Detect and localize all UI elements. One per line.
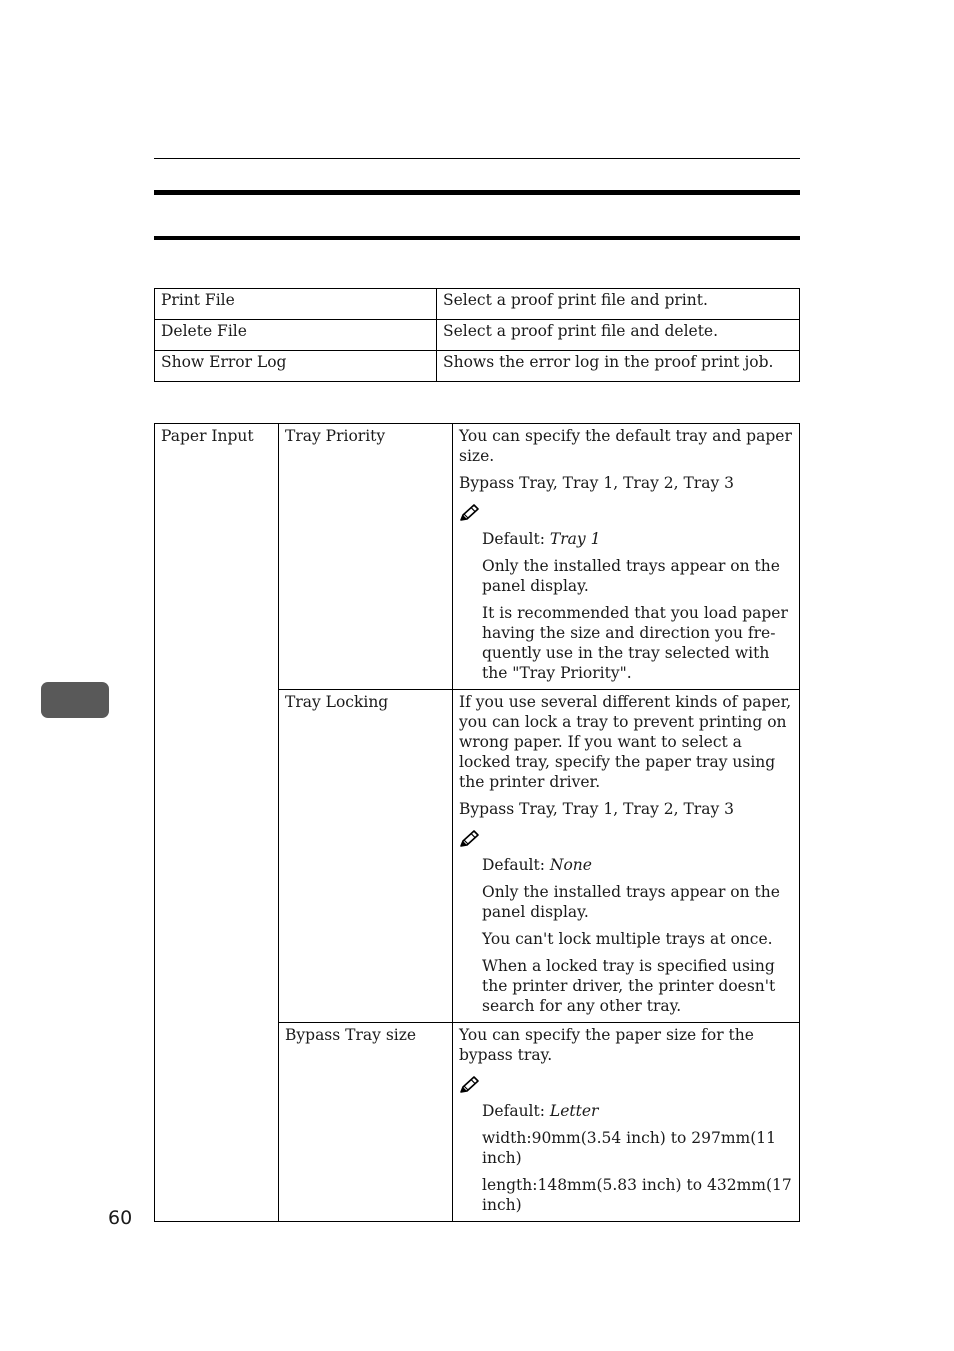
default-label: Default: <box>482 530 550 548</box>
menu-item-description <box>453 690 800 1023</box>
note-text: It is recommended that you load paper having the size and direction you fre-quently use in the tray selected with the "Tray Priority". <box>482 604 788 682</box>
default-label: Default: <box>482 1102 550 1120</box>
header-rule-thick-top <box>154 190 800 195</box>
pencil-note-icon <box>459 1075 793 1097</box>
default-value: Letter <box>549 1102 599 1120</box>
chapter-side-tab <box>41 682 109 718</box>
note-block <box>459 855 793 1016</box>
description-text: You can specify the paper size for the bypass tray. <box>459 1026 754 1064</box>
page-number: 60 <box>108 1207 133 1229</box>
header-rule-thin <box>154 158 800 159</box>
note-text: You can't lock multiple trays at once. <box>482 930 773 948</box>
pencil-note-icon <box>459 503 793 525</box>
table-row <box>155 351 800 382</box>
category-cell: Paper Input <box>155 424 279 1222</box>
note-block <box>459 529 793 683</box>
default-value: Tray 1 <box>549 530 601 548</box>
table-row <box>155 289 800 320</box>
options-text: Bypass Tray, Tray 1, Tray 2, Tray 3 <box>459 474 734 492</box>
proof-item: Show Error Log <box>155 351 437 382</box>
proof-description: Select a proof print file and print. <box>437 289 800 320</box>
table-row <box>155 424 800 690</box>
menu-item-description <box>453 424 800 690</box>
default-setting <box>482 1101 793 1121</box>
note-text: length:148mm(5.83 inch) to 432mm(17 inch) <box>482 1176 792 1214</box>
note-text: Only the installed trays appear on the panel display. <box>482 883 780 921</box>
note-block <box>459 1101 793 1215</box>
options-text: Bypass Tray, Tray 1, Tray 2, Tray 3 <box>459 800 734 818</box>
proof-item: Print File <box>155 289 437 320</box>
header-rule-thick-bottom <box>154 236 800 240</box>
description-text: You can specify the default tray and paper size. <box>459 427 792 465</box>
paper-input-table <box>154 423 800 1222</box>
default-value: None <box>549 856 592 874</box>
note-text: Only the installed trays appear on the panel display. <box>482 557 780 595</box>
menu-item-name: Bypass Tray size <box>279 1023 453 1222</box>
proof-print-table <box>154 288 800 382</box>
note-text: width:90mm(3.54 inch) to 297mm(11 inch) <box>482 1129 777 1167</box>
menu-item-name: Tray Priority <box>279 424 453 690</box>
pencil-note-icon <box>459 829 793 851</box>
proof-item: Delete File <box>155 320 437 351</box>
default-label: Default: <box>482 856 550 874</box>
menu-item-description <box>453 1023 800 1222</box>
proof-description: Shows the error log in the proof print job. <box>437 351 800 382</box>
note-text: When a locked tray is specified using the printer driver, the printer doesn't search for any other tray. <box>482 957 776 1015</box>
default-setting <box>482 855 793 875</box>
default-setting <box>482 529 793 549</box>
description-text: If you use several different kinds of paper, you can lock a tray to prevent printing on wrong paper. If you want to select a locked tray, specify the paper tray using the printer driver. <box>459 693 792 791</box>
table-row <box>155 320 800 351</box>
menu-item-name: Tray Locking <box>279 690 453 1023</box>
proof-description: Select a proof print file and delete. <box>437 320 800 351</box>
